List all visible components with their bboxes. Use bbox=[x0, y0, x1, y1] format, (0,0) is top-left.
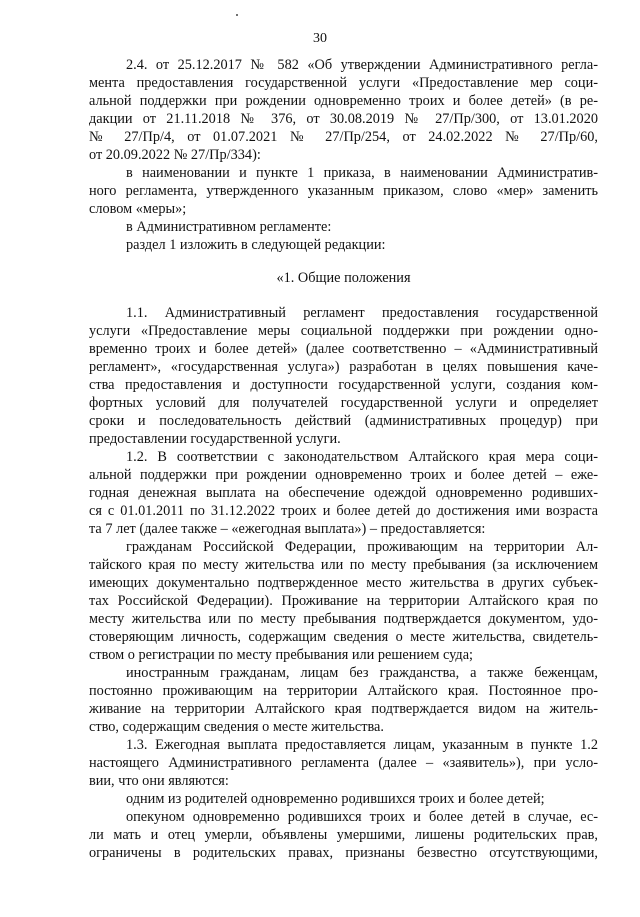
text-line: в Административном регламенте: bbox=[126, 219, 332, 235]
scan-speck bbox=[236, 14, 238, 16]
text-line: от 20.09.2022 № 27/Пр/334): bbox=[89, 147, 261, 163]
text-line: имеющих документально подтвержденное место жительства в других субъек- bbox=[89, 575, 598, 591]
text-line: № 27/Пр/4, от 01.07.2021 № 27/Пр/254, от 24.02.2022 № 27/Пр/60, bbox=[89, 129, 598, 145]
text-line: ли мать и отец умерли, объявлены умершими, лишены родительских прав, bbox=[89, 827, 598, 843]
text-line: 1.1. Административный регламент предоставления государственной bbox=[126, 305, 598, 321]
text-line: ного регламента, утвержденного указанным приказом, слово «мер» заменить bbox=[89, 183, 598, 199]
text-line: месту жительства или по месту пребывания подтверждается документом, удо- bbox=[89, 611, 598, 627]
text-line: раздел 1 изложить в следующей редакции: bbox=[126, 237, 386, 253]
text-line: альной поддержки при рождении одновременно троих и более детей – еже- bbox=[89, 467, 598, 483]
text-line: ством о регистрации по месту пребывания или решением суда; bbox=[89, 647, 474, 663]
text-line: годная денежная выплата на обеспечение одеждой одновременно родивших- bbox=[89, 485, 598, 501]
text-line: тах Российской Федерации). Проживание на территории Алтайского края по bbox=[89, 593, 598, 609]
text-line: сроки и последовательность действий (административных процедур) при bbox=[89, 413, 598, 429]
text-line: тайского края по месту жительства или по месту пребывания (за исключением bbox=[89, 557, 598, 573]
text-line: дакции от 21.11.2018 № 376, от 30.08.2019 № 27/Пр/300, от 13.01.2020 bbox=[89, 111, 598, 127]
text-line: живание на территории Алтайского края подтверждается видом на житель- bbox=[89, 701, 598, 717]
text-line: ства предоставления и доступности государственной услуги, создания ком- bbox=[89, 377, 598, 393]
text-line: словом «меры»; bbox=[89, 201, 187, 217]
text-line: стоверяющим личность, содержащим сведения о месте жительства, свидетель- bbox=[89, 629, 598, 645]
text-line: ся с 01.01.2011 по 31.12.2022 троих и более детей до достижения ими возраста bbox=[89, 503, 598, 519]
text-line: предоставлении государственной услуги. bbox=[89, 431, 341, 447]
text-line: мента предоставления государственной услуги «Предоставление мер соци- bbox=[89, 75, 598, 91]
text-line: фортных условий для получателей государственной услуги и определяет bbox=[89, 395, 598, 411]
text-line: альной поддержки при рождении одновременно троих и более детей» (в ре- bbox=[89, 93, 598, 109]
text-line: та 7 лет (далее также – «ежегодная выплата») – предоставляется: bbox=[89, 521, 486, 537]
text-line: гражданам Российской Федерации, проживающим на территории Ал- bbox=[126, 539, 598, 555]
text-line: регламент», «государственная услуга») разработан в целях повышения каче- bbox=[89, 359, 598, 375]
text-line: 2.4. от 25.12.2017 № 582 «Об утверждении Административного регла- bbox=[126, 57, 598, 73]
text-line: вии, что они являются: bbox=[89, 773, 229, 789]
text-line: в наименовании и пункте 1 приказа, в наименовании Административ- bbox=[126, 165, 598, 181]
text-line: ограничены в родительских правах, признаны безвестно отсутствующими, bbox=[89, 845, 598, 861]
page-number: 30 bbox=[313, 31, 327, 46]
text-line: опекуном одновременно родившихся троих и более детей в случае, ес- bbox=[126, 809, 598, 825]
text-line: настоящего Административного регламента (далее – «заявитель»), при усло- bbox=[89, 755, 598, 771]
text-line: временно троих и более детей» (далее соответственно – «Административный bbox=[89, 341, 598, 357]
text-line: услуги «Предоставление меры социальной поддержки при рождении одно- bbox=[89, 323, 598, 339]
text-line: 1.2. В соответствии с законодательством Алтайского края мера соци- bbox=[126, 449, 598, 465]
text-line: постоянно проживающим на территории Алтайского края. Постоянное про- bbox=[89, 683, 598, 699]
text-line: ство, содержащим сведения о месте жительства. bbox=[89, 719, 384, 735]
text-line: 1.3. Ежегодная выплата предоставляется лицам, указанным в пункте 1.2 bbox=[126, 737, 598, 753]
text-line: одним из родителей одновременно родившихся троих и более детей; bbox=[126, 791, 545, 807]
text-line: иностранным гражданам, лицам без гражданства, а также беженцам, bbox=[126, 665, 598, 681]
section-heading: «1. Общие положения bbox=[276, 270, 411, 286]
